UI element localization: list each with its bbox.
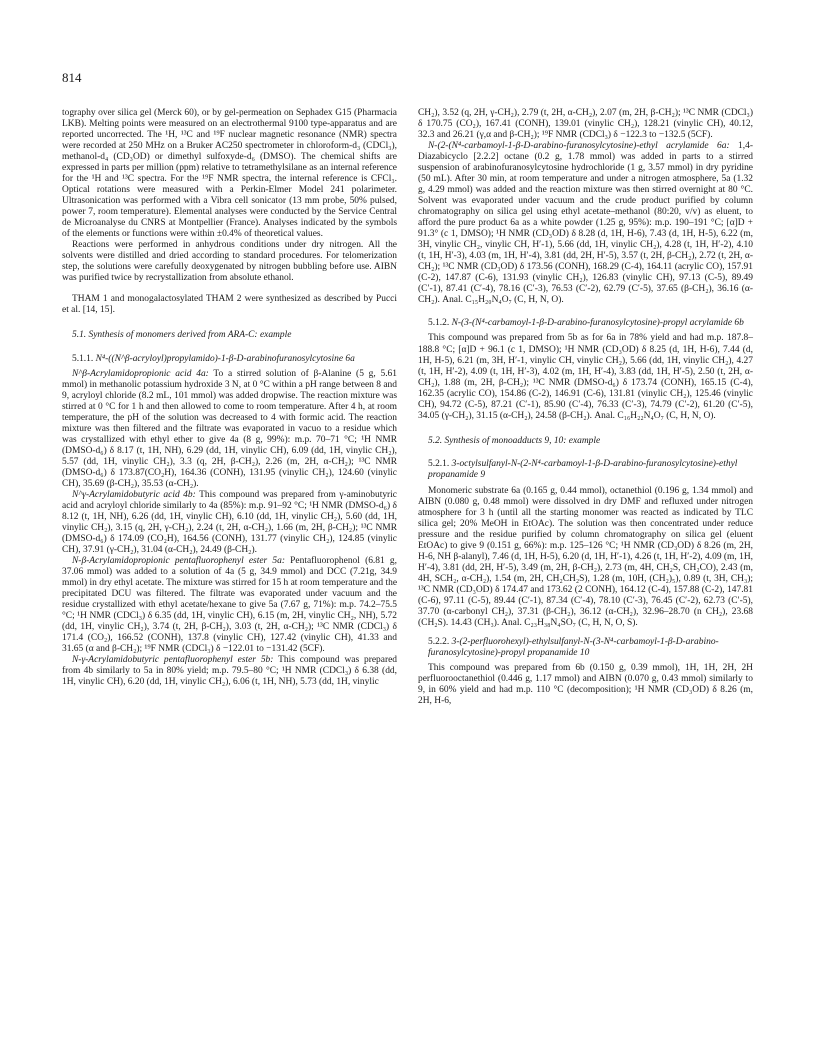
left-column bbox=[62, 108, 397, 688]
compound-6a-text: 1,4-Diazabicyclo [2.2.2] octane (0.2 g, 1.78 mmol) was added in parts to a stirred suspension of arabinofuranosylcytosine hydrochloride (1 g, 3.57 mmol) in dry pyridine (50 mL). After 30 min, at room temperature and under a nitrogen atmosphere, 5a (1.32 g, 4.29 mmol) was added and the reaction mixture was then stirred overnight at 80 °C. Solvent was evaporated under vacuum and the crude product purified by column chromatography on silica gel using ethyl acetate–methanol (80:20, v/v) as eluent, to afford the pure product 6a as a white powder (1.25 g, 95%): m.p. 190–191 °C; [α]D + 91.3° (c 1, DMSO); ¹H NMR (CD₃OD) δ 8.28 (d, 1H, H-6), 7.43 (d, 1H, H-5), 6.22 (m, 3H, vinylic CH₂, vinylic CH, H′-1), 5.66 (dd, 1H, vinylic CH₂), 4.28 (t, 1H, H′-2), 4.10 (t, 1H, H′-3), 4.03 (m, 1H, H′-4), 3.81 (dd, 2H, H′-5), 3.57 (t, 2H, β-CH₂), 2.72 (t, 2H, α-CH₂); ¹³C NMR (CD₃OD) δ 173.56 (CONH), 168.29 (C-4), 164.11 (acrylic CO), 157.91 (C-2), 147.87 (C-6), 131.93 (vinylic CH₂), 126.83 (vinylic CH), 97.13 (C-5), 89.49 (C′-1), 87.41 (C′-4), 78.16 (C′-3), 76.53 (C′-2), 62.79 (C′-5), 37.65 (β-CH₂), 36.16 (α-CH₂). Anal. C₁₅H₂₀N₄O₇ (C, H, N, O). bbox=[418, 141, 753, 306]
subsection-heading-5-1-1 bbox=[72, 354, 397, 365]
compound-4b-text: This compound was prepared from γ-aminobutyric acid and acryloyl chloride similarly to 4a (85%): m.p. 91–92 °C; ¹H NMR (DMSO-d₆) δ 8.12 (t, 1H, NH), 6.26 (dd, 1H, vinylic CH), 6.10 (dd, 1H, vinylic CH₂), 5.60 (dd, 1H, vinylic CH₂), 3.15 (q, 2H, γ-CH₂), 2.24 (t, 2H, α-CH₂), 1.66 (m, 2H, β-CH₂); ¹³C NMR (DMSO-d₆) δ 174.09 (CO₂H), 164.56 (CONH), 131.77 (vinylic CH₂), 124.85 (vinylic CH), 37.91 (γ-CH₂), 31.04 (α-CH₂), 24.49 (β-CH₂). bbox=[62, 490, 397, 556]
compound-10-paragraph: This compound was prepared from 6b (0.150 g, 0.39 mmol), 1H, 1H, 2H, 2H perfluorooctanethiol (0.446 g, 1.17 mmol) and AIBN (0.070 g, 0.43 mmol) similarly to 9, in 60% yield and had m.p. 110 °C (decomposition); ¹H NMR (CD₃OD) δ 8.26 (m, 2H, H-6, bbox=[418, 663, 753, 707]
subsection-title: 3-(2-perfluorohexyl)-ethylsulfanyl-N-(3-N⁴-carbamoyl-1-β-D-arabino-furanosylcytosine)-propyl propanamide 10 bbox=[428, 636, 719, 658]
subsection-number: 5.2.1. bbox=[428, 459, 450, 470]
compound-5a-paragraph bbox=[62, 556, 397, 655]
compound-4a-paragraph bbox=[62, 369, 397, 490]
methods-paragraph: tography over silica gel (Merck 60), or by gel-permeation on Sephadex G15 (Pharmacia LKB). Melting points were measured on an electrothermal 9100 type-apparatus and are reported uncorrected. The ¹H, ¹³C and ¹⁹F nuclear magnetic resonance (NMR) spectra were recorded at 250 MHz on a Bruker AC250 spectrometer in chloroform-d₃ (CDCl₃), methanol-d₄ (CD₃OD) or dimethyl sulfoxyde-d₆ (DMSO). The chemical shifts are expressed in parts per million (ppm) relative to tetramethylsilane as an internal reference for the ¹H and ¹³C spectra. For the ¹⁹F NMR spectra, the internal reference is CFCl₃. Optical rotations were measured with a Perkin-Elmer Model 241 polarimeter. Ultrasonication was performed with a Vibra cell sonicator (13 mm probe, 50% pulsed, power 7, room temperature). Elemental analyses were conducted by the Service Central de Microanalyse du CNRS at Montpellier (France). Analyses indicated by the symbols of the elements or functions were within ±0.4% of theoretical values. bbox=[62, 108, 397, 240]
compound-4b-label: N^γ-Acrylamidobutyric acid 4b: bbox=[72, 490, 196, 501]
compound-4b-paragraph bbox=[62, 490, 397, 556]
section-heading-5-1: 5.1. Synthesis of monomers derived from ARA-C: example bbox=[72, 330, 292, 341]
section-heading-5-2: 5.2. Synthesis of monoadducts 9, 10: example bbox=[428, 435, 601, 446]
reactions-paragraph: Reactions were performed in anhydrous conditions under dry nitrogen. All the solvents were distilled and dried according to standard procedures. For telomerization step, the solutions were carefully deoxygenated by nitrogen bubbling before use. AIBN was purified twice by recrystallization from absolute ethanol. bbox=[62, 240, 397, 284]
subsection-heading-5-2-1 bbox=[428, 459, 753, 481]
compound-6a-label: N-(2-(N⁴-carbamoyl-1-β-D-arabino-furanosylcytosine)-ethyl acrylamide 6a: bbox=[428, 141, 730, 152]
compound-5b-continued: CH₂), 3.52 (q, 2H, γ-CH₂), 2.79 (t, 2H, α-CH₂), 2.07 (m, 2H, β-CH₂); ¹³C NMR (CDCl₃) δ 170.75 (CO₂), 167.41 (CONH), 139.01 (vinylic CH₂), 128.21 (vinylic CH), 40.12, 32.3 and 26.21 (γ,α and β-CH₂); ¹⁹F NMR (CDCl₃) δ −122.3 to −132.5 (5CF). bbox=[418, 108, 753, 141]
compound-5a-text: Pentafluorophenol (6.81 g, 37.06 mmol) was added to a solution of 4a (5 g, 34.9 mmol) and DCC (7.21g, 34.9 mmol) in dry ethyl acetate. The mixture was stirred for 15 h at room temperature and the precipitated DCU was filtered. The filtrate was evaporated under vacuum and the residue crystallized with ethyl acetate/hexane to give 5a (7.67 g, 71%): m.p. 74.2–75.5 °C; ¹H NMR (CDCl₃) δ 6.35 (dd, 1H, vinylic CH), 6.15 (m, 2H, vinylic CH₂, NH), 5.72 (dd, 1H, vinylic CH₂), 3.74 (t, 2H, β-CH₂), 3.03 (t, 2H, α-CH₂); ¹³C NMR (CDCl₃) δ 171.4 (CO₂), 166.52 (CONH), 137.8 (vinylic CH), 127.42 (vinylic CH), 41.33 and 31.65 (α and β-CH₂); ¹⁹F NMR (CDCl₃) δ −122.01 to −131.42 (5CF). bbox=[62, 556, 398, 655]
subsection-title: N⁴-((N^β-acryloyl)propylamido)-1-β-D-arabinofuranosylcytosine 6a bbox=[95, 353, 355, 364]
subsection-title: 3-octylsulfanyl-N-(2-N⁴-carbamoyl-1-β-D-arabino-furanosylcytosine)-ethyl propanamide 9 bbox=[428, 459, 738, 481]
subsection-title: N-(3-(N⁴-carbamoyl-1-β-D-arabino-furanosylcytosine)-propyl acrylamide 6b bbox=[451, 318, 744, 329]
compound-5b-label: N-γ-Acrylamidobutyric pentafluorophenyl ester 5b: bbox=[72, 655, 274, 666]
compound-5b-paragraph bbox=[62, 655, 397, 688]
compound-6a-paragraph bbox=[418, 141, 753, 306]
subsection-number: 5.1.1. bbox=[72, 353, 94, 364]
tham-paragraph: THAM 1 and monogalactosylated THAM 2 were synthesized as described by Pucci et al. [14, 15]. bbox=[62, 294, 397, 316]
compound-5a-label: N-β-Acrylamidopropionic pentafluorophenyl ester 5a: bbox=[72, 556, 285, 567]
compound-4a-label: N^β-Acrylamidopropionic acid 4a: bbox=[72, 368, 209, 379]
compound-5b-text: This compound was prepared from 4b similarly to 5a in 80% yield; m.p. 79.5–80 °C; ¹H NMR (CDCl₃) δ 6.38 (dd, 1H, vinylic CH), 6.20 (dd, 1H, vinylic CH₂), 6.06 (t, 1H, NH), 5.73 (dd, 1H, vinylic bbox=[62, 655, 397, 688]
subsection-number: 5.1.2. bbox=[428, 318, 450, 329]
subsection-heading-5-2-2 bbox=[428, 637, 753, 659]
page-number: 814 bbox=[62, 70, 82, 85]
compound-4a-text: To a stirred solution of β-Alanine (5 g, 5.61 mmol) in methanolic potassium hydroxide 3 N, at 0 °C within a pH range between 8 and 9, acryloyl chloride (8.2 mL, 101 mmol) was added dropwise. The reaction mixture was stirred at 0 °C for 1 h and then allowed to come to room temperature. After 4 h, at room temperature, the pH of the solution was decreased to 4 with formic acid. The reaction mixture was then filtered and the filtrate was evaporated in vacuo to a residue which was crystallized with ethyl ether to give 4a (8 g, 99%): m.p. 70–71 °C; ¹H NMR (DMSO-d₆) δ 8.17 (t, 1H, NH), 6.29 (dd, 1H, vinylic CH), 6.09 (dd, 1H, vinylic CH₂), 5.57 (dd, 1H, vinylic CH₂), 3.3 (q, 2H, β-CH₂), 2.26 (m, 2H, α-CH₂); ¹³C NMR (DMSO-d₆) δ 173.87(CO₂H), 164.36 (CONH), 131.95 (vinylic CH₂), 124.60 (vinylic CH), 35.69 (β-CH₂), 35.53 (α-CH₂). bbox=[62, 368, 397, 490]
subsection-number: 5.2.2. bbox=[428, 636, 450, 647]
subsection-heading-5-1-2 bbox=[428, 318, 753, 329]
right-column bbox=[418, 108, 753, 707]
compound-6b-paragraph: This compound was prepared from 5b as for 6a in 78% yield and had m.p. 187.8–188.8 °C; [α]D + 96.1 (c 1, DMSO); ¹H NMR (CD₃OD) δ 8.25 (d, 1H, H-6), 7.44 (d, 1H, H-5), 6.21 (m, 3H, H′-1, vinylic CH, vinylic CH₂), 5.66 (dd, 1H, vinylic CH₂), 4.27 (t, 1H, H′-2), 4.09 (t, 1H, H′-3), 4.02 (m, 1H, H′-4), 3.83 (dd, 1H, H′-5), 2.50 (t, 2H, α-CH₂), 1.88 (m, 2H, β-CH₂); ¹³C NMR (DMSO-d₆) δ 173.74 (CONH), 165.15 (C-4), 162.35 (acrylic CO), 154.86 (C-2), 146.91 (C-6), 131.81 (vinylic CH₂), 125.46 (vinylic CH), 94.72 (C-5), 87.21 (C′-1), 85.90 (C′-4), 76.33 (C′-3), 74.79 (C′-2), 61.20 (C′-5), 34.05 (γ-CH₂), 31.15 (α-CH₂), 24.58 (β-CH₂). Anal. C₁₆H₂₂N₄O₇ (C, H, N, O). bbox=[418, 333, 753, 421]
compound-9-paragraph: Monomeric substrate 6a (0.165 g, 0.44 mmol), octanethiol (0.196 g, 1.34 mmol) and AIBN (0.080 g, 0.48 mmol) were dissolved in dry DMF and refluxed under nitrogen atmosphere for 3 h (until all the starting monomer was reacted as indicated by TLC silica gel; 20% MeOH in EtOAc). The solution was then concentrated under reduce pressure and the residue purified by column chromatography on silica gel (eluent EtOAc) to give 9 (0.151 g, 66%): m.p. 125–126 °C; ¹H NMR (CD₃OD) δ 8.26 (m, 2H, H-6, NH β-alanyl), 7.46 (d, 1H, H-5), 6.20 (d, 1H, H′-1), 4.26 (t, 1H, H′-2), 4.09 (m, 1H, H′-4), 3.81 (dd, 2H, H′-5), 3.49 (m, 2H, β-CH₂), 2.73 (m, 4H, CH₂S, CH₂CO), 2.43 (m, 4H, SCH₂, α-CH₂), 1.54 (m, 2H, CH₂CH₂S), 1.28 (m, 10H, (CH₂)₅), 0.89 (t, 3H, CH₃); ¹³C NMR (CD₃OD) δ 174.47 and 173.62 (2 CONH), 164.12 (C-4), 157.88 (C-2), 147.81 (C-6), 97.11 (C-5), 89.44 (C′-1), 87.34 (C′-4), 78.10 (C′-3), 76.45 (C′-2), 62.73 (C′-5), 37.70 (α-carbonyl CH₂), 37.31 (β-CH₂), 36.12 (α-CH₂), 32.96–28.70 (n CH₂), 23.68 (CH₂S). 14.43 (CH₃). Anal. C₂₃H₃₈N₄SO₇ (C, H, N, O, S). bbox=[418, 485, 753, 628]
